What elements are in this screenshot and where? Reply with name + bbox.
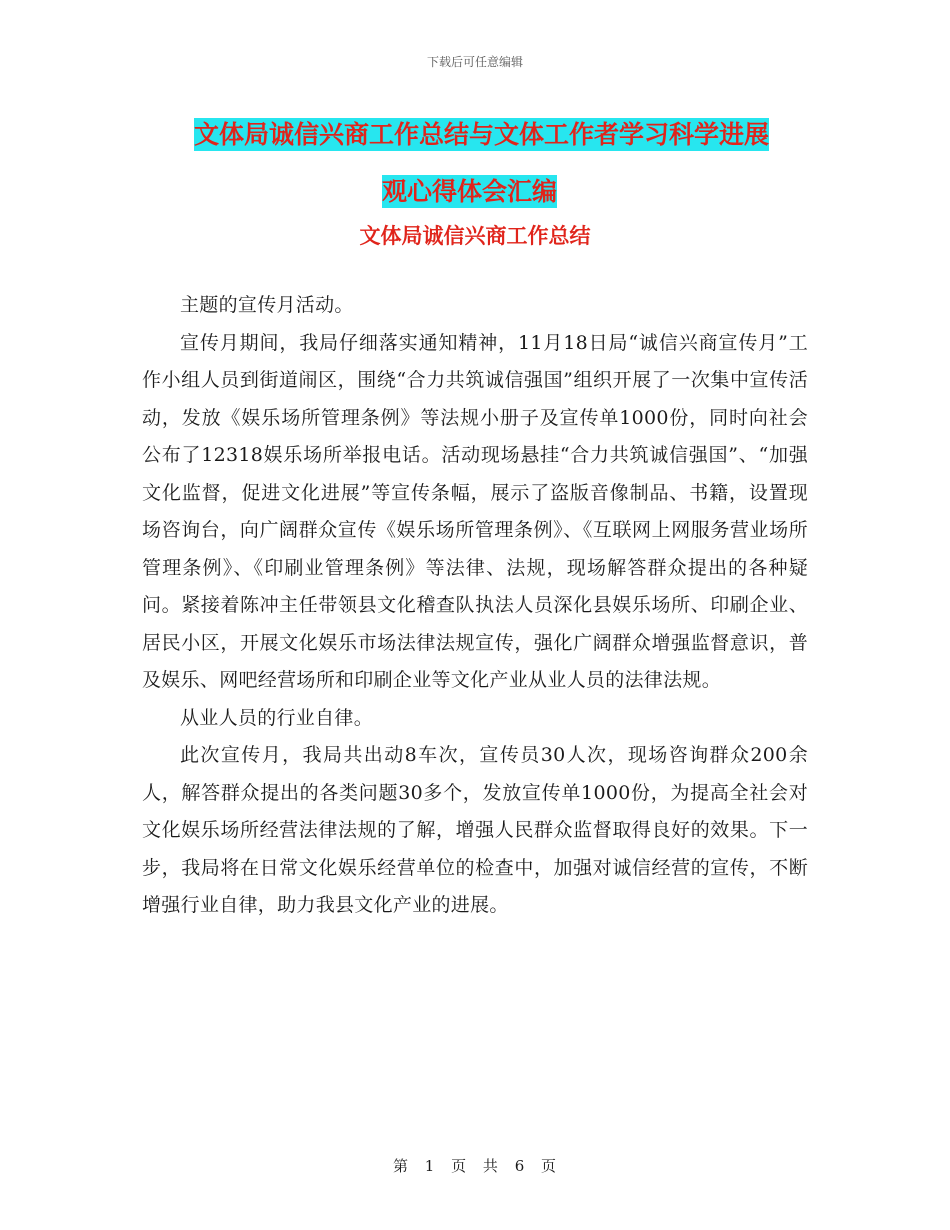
footer-suffix: 页 — [541, 1157, 558, 1175]
header-note: 下载后可任意编辑 — [426, 55, 523, 69]
footer-mid: 页 — [451, 1157, 468, 1175]
footer-prefix: 第 — [392, 1157, 409, 1175]
footer-page-number: 1 — [424, 1157, 436, 1175]
body-text — [142, 287, 808, 925]
page-footer — [0, 1155, 950, 1176]
paragraph-3: 从业人员的行业自律。 — [180, 706, 374, 729]
paragraph-2: 宣传月期间，我局仔细落实通知精神，11月18日局“诚信兴商宣传月”工作小组人员到街道闹区，围绕“合力共筑诚信强国”组织开展了一次集中宣传活动，发放《娱乐场所管理条例》等法规小册子及宣传单1000份，同时向社会公布了12318娱乐场所举报电话。活动现场悬挂“合力共筑诚信强国”、“加强文化监督，促进文化进展”等宣传条幅，展示了盗版音像制品、书籍，设置现场咨询台，向广阔群众宣传《娱乐场所管理条例》、《互联网上网服务营业场所管理条例》、《印刷业管理条例》等法律、法规，现场解答群众提出的各种疑问。紧接着陈冲主任带领县文化稽查队执法人员深化县娱乐场所、印刷企业、居民小区，开展文化娱乐市场法律法规宣传，强化广阔群众增强监督意识，普及娱乐、网吧经营场所和印刷企业等文化产业从业人员的法律法规。 — [142, 331, 808, 691]
document-title — [142, 106, 842, 220]
title-line-2: 观心得体会汇编 — [382, 177, 558, 206]
paragraph-4: 此次宣传月，我局共出动8车次，宣传员30人次，现场咨询群众200余人，解答群众提出的各类问题30多个，发放宣传单1000份，为提高全社会对文化娱乐场所经营法律法规的了解，增强人民群众监督取得良好的效果。下一步，我局将在日常文化娱乐经营单位的检查中，加强对诚信经营的宣传，不断增强行业自律，助力我县文化产业的进展。 — [142, 744, 808, 916]
paragraph-1: 主题的宣传月活动。 — [180, 294, 354, 316]
section-title: 文体局诚信兴商工作总结 — [359, 224, 591, 248]
footer-total-prefix: 共 — [482, 1157, 499, 1175]
title-line-1: 文体局诚信兴商工作总结与文体工作者学习科学进展 — [194, 120, 770, 149]
footer-total-pages: 6 — [514, 1157, 526, 1175]
